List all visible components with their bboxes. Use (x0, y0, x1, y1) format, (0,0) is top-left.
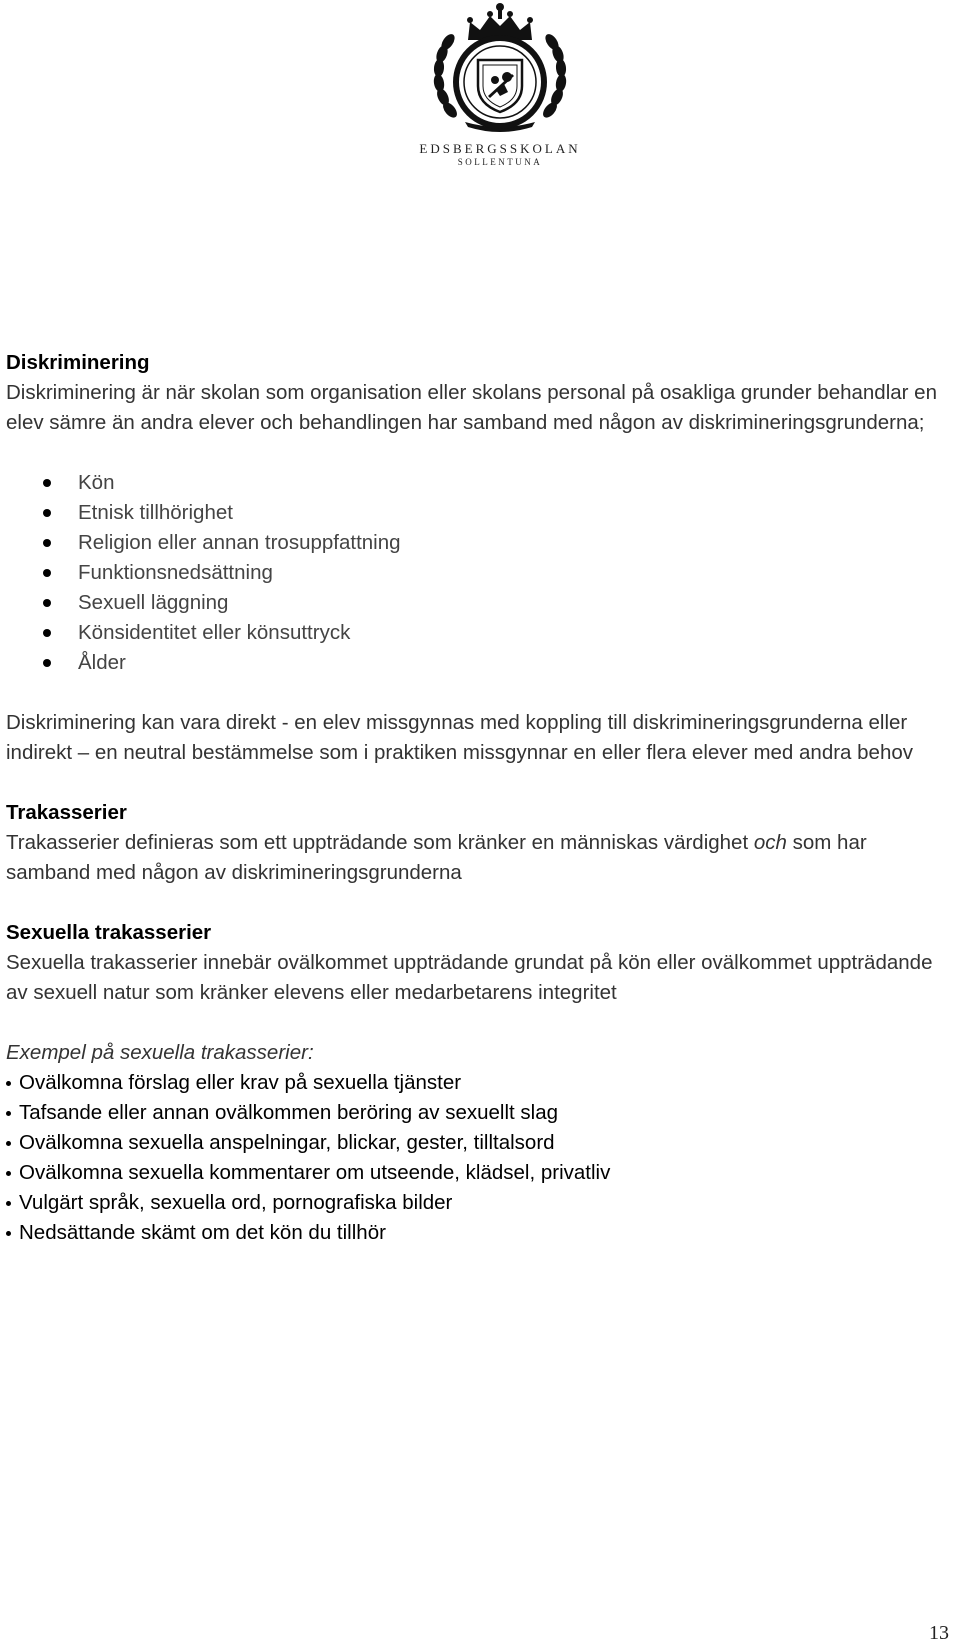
school-name: EDSBERGSSKOLAN (419, 141, 581, 156)
list-item: Vulgärt språk, sexuella ord, pornografiska bilder (6, 1188, 951, 1218)
paragraph-diskriminering-intro: Diskriminering är när skolan som organisation eller skolans personal på osakliga grunder behandlar en elev sämre än andra elever och behandlingen har samband med någon av diskrimineringsgrunderna; (6, 381, 937, 434)
trakasserier-text-italic: och (753, 831, 787, 854)
list-item: Tafsande eller annan ovälkommen beröring av sexuellt slag (6, 1098, 951, 1128)
list-item: Ovälkomna sexuella anspelningar, blickar, gester, tilltalsord (6, 1128, 951, 1158)
heading-trakasserier: Trakasserier (6, 801, 127, 824)
list-item: Etnisk tillhörighet (6, 498, 951, 528)
heading-sexuella-trakasserier: Sexuella trakasserier (6, 921, 212, 944)
document-body (6, 348, 951, 1248)
list-item: Sexuell läggning (6, 588, 951, 618)
examples-label: Exempel på sexuella trakasserier: (6, 1041, 314, 1064)
examples-list (6, 1068, 951, 1248)
list-item: Religion eller annan trosuppfattning (6, 528, 951, 558)
list-item: Könsidentitet eller könsuttryck (6, 618, 951, 648)
list-item: Ålder (6, 648, 951, 678)
list-item: Nedsättande skämt om det kön du tillhör (6, 1218, 951, 1248)
school-city: SOLLENTUNA (457, 157, 543, 167)
trakasserier-text-start: Trakasserier definieras som ett uppträdande som kränker en människas värdighet (6, 831, 754, 854)
list-item: Ovälkomna sexuella kommentarer om utseende, klädsel, privatliv (6, 1158, 951, 1188)
list-item: Kön (6, 468, 951, 498)
page-number: 13 (929, 1622, 949, 1644)
discrimination-grounds-list (6, 468, 951, 678)
list-item: Ovälkomna förslag eller krav på sexuella tjänster (6, 1068, 951, 1098)
school-logo (410, 0, 590, 170)
crest-icon (410, 0, 590, 140)
trakasserier-text-end: som har samband med någon av diskrimineringsgrunderna (6, 831, 867, 884)
heading-diskriminering: Diskriminering (6, 351, 150, 374)
paragraph-sexuella-trakasserier: Sexuella trakasserier innebär ovälkommet uppträdande grundat på kön eller ovälkommet uppträdande av sexuell natur som kränker elevens eller medarbetarens integritet (6, 951, 933, 1004)
paragraph-diskriminering-followup: Diskriminering kan vara direkt - en elev missgynnas med koppling till diskrimineringsgrunderna eller indirekt – en neutral bestämmelse som i praktiken missgynnar en eller flera elever med andra behov (6, 711, 914, 764)
list-item: Funktionsnedsättning (6, 558, 951, 588)
paragraph-trakasserier (6, 828, 951, 888)
